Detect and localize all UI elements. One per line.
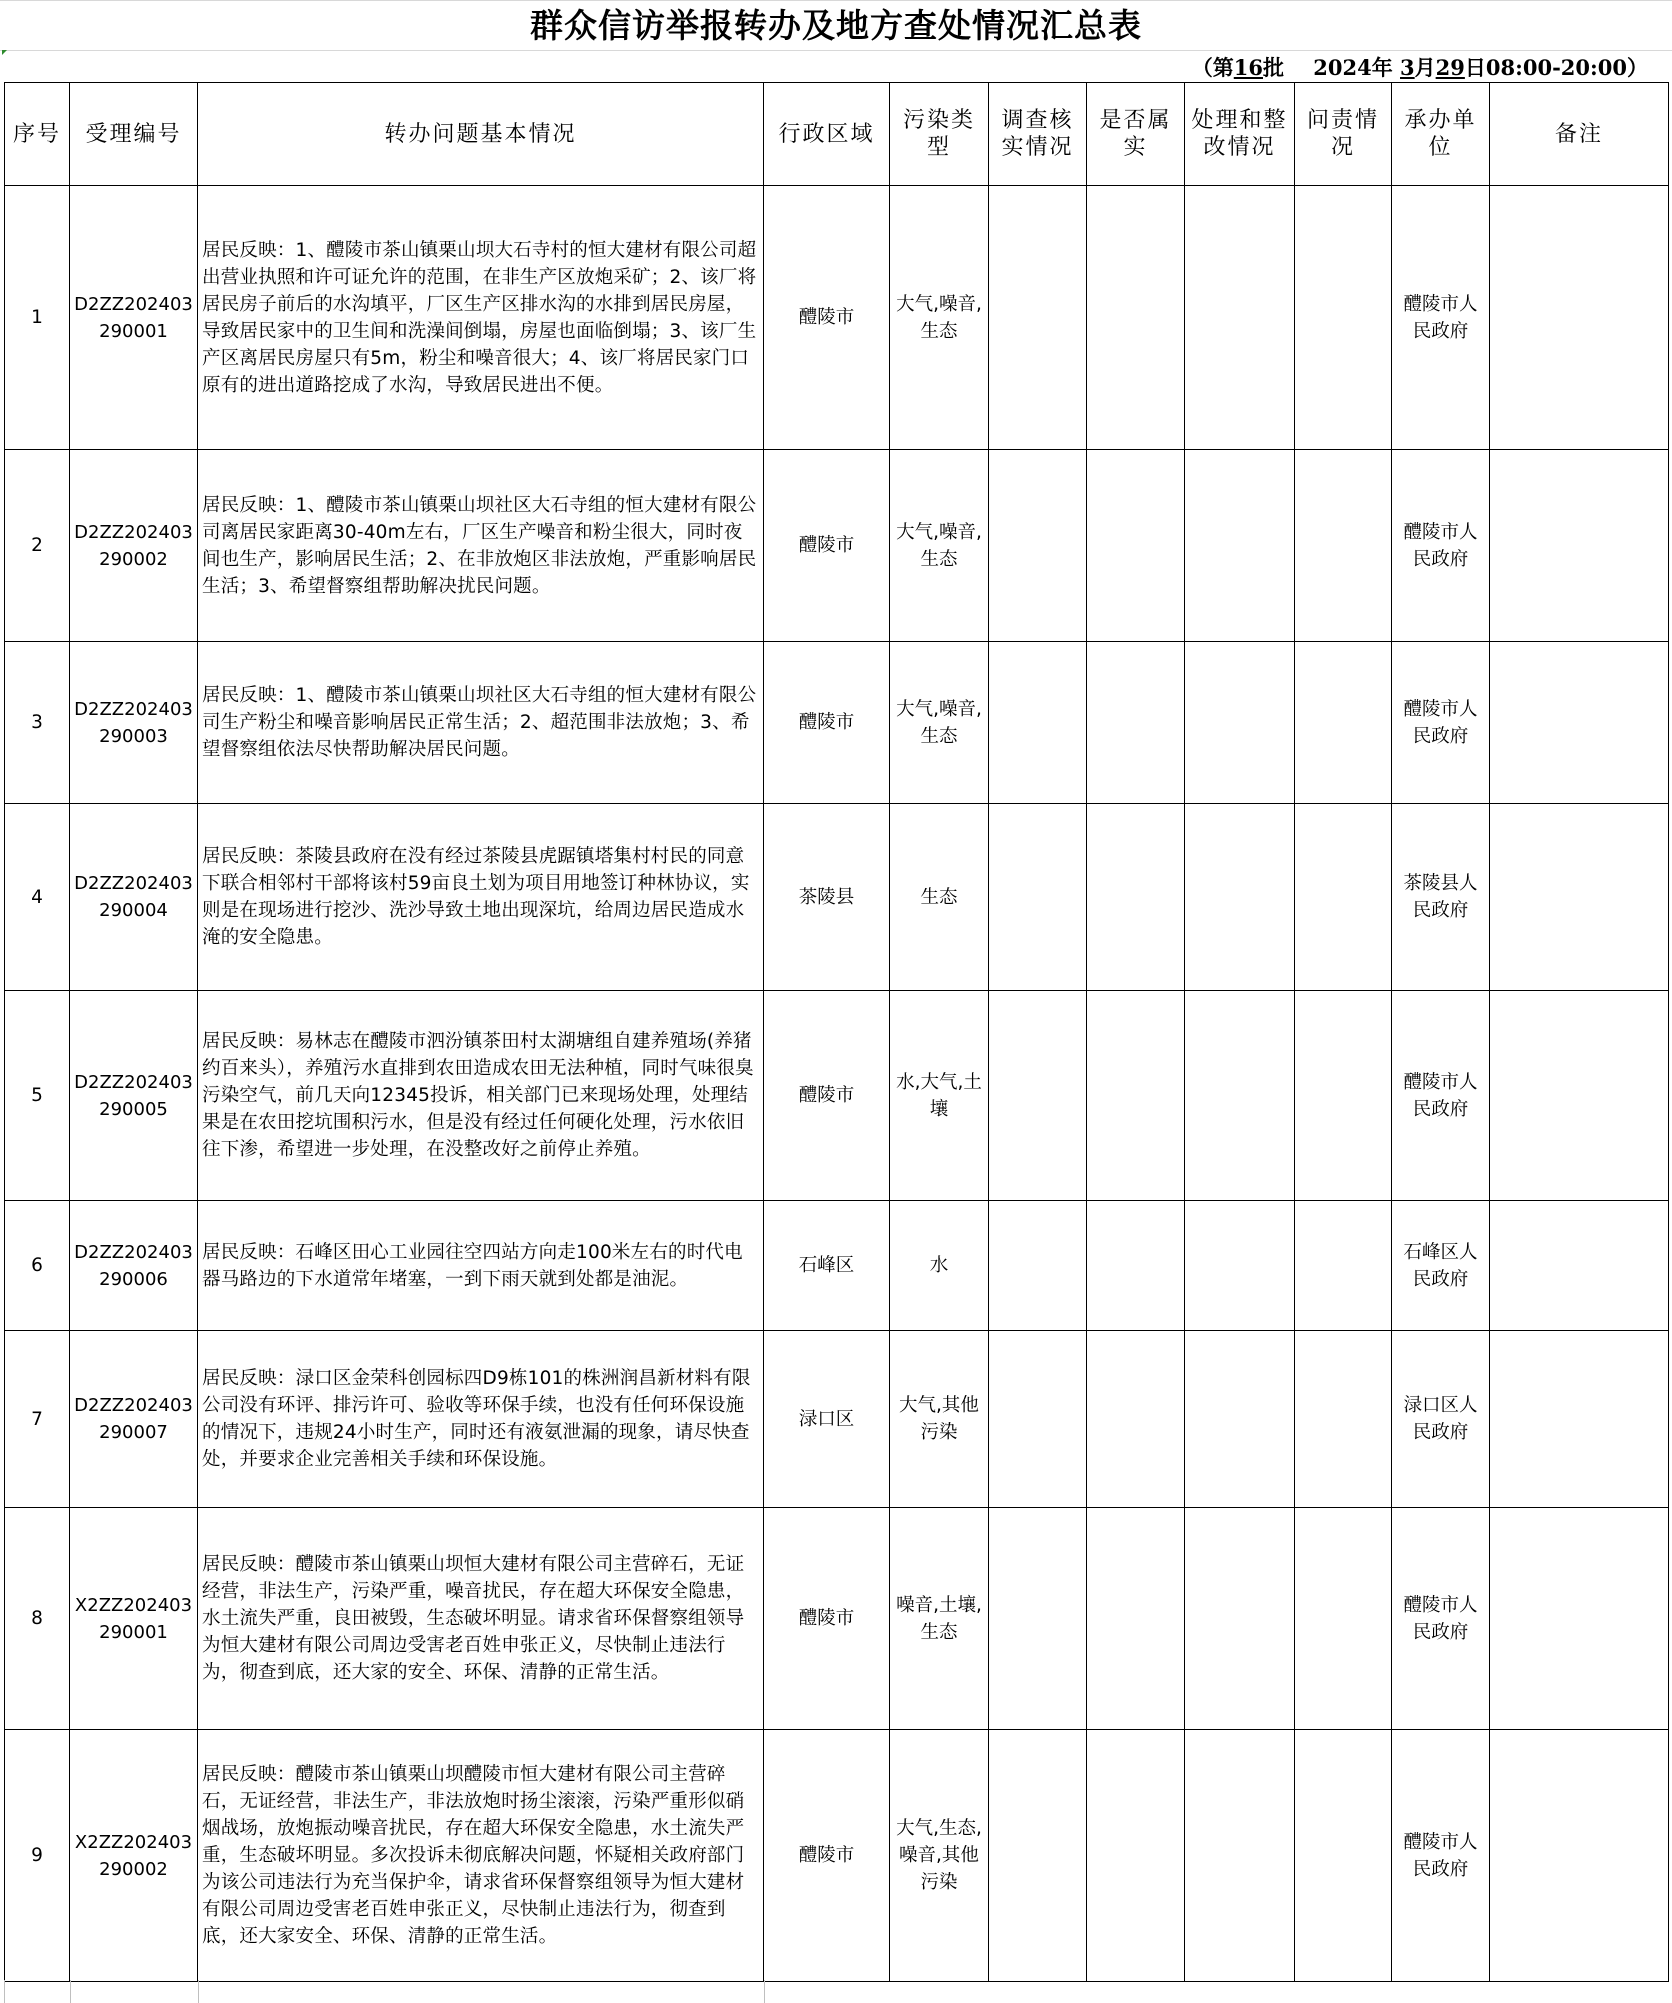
cell-handling xyxy=(1185,450,1295,642)
batch-day: 29 xyxy=(1435,55,1465,80)
cell-accountability xyxy=(1295,1331,1392,1508)
cell-verified xyxy=(1087,1201,1185,1331)
cell-unit: 醴陵市人民政府 xyxy=(1392,642,1490,804)
header-description: 转办问题基本情况 xyxy=(198,83,764,186)
cell-pollution-type: 大气,生态,噪音,其他污染 xyxy=(890,1730,989,1982)
header-remarks: 备注 xyxy=(1490,83,1669,186)
cell-investigation xyxy=(989,991,1087,1201)
cell-accountability xyxy=(1295,450,1392,642)
cell-region: 醴陵市 xyxy=(764,1730,890,1982)
complaints-table xyxy=(4,82,1669,1982)
cell-code: D2ZZ202403290003 xyxy=(70,642,198,804)
cell-seq: 1 xyxy=(5,186,70,450)
table-row xyxy=(5,804,1669,991)
cell-verified xyxy=(1087,1730,1185,1982)
cell-remarks xyxy=(1490,804,1669,991)
cell-seq: 3 xyxy=(5,642,70,804)
cell-handling xyxy=(1185,1331,1295,1508)
cell-remarks xyxy=(1490,1201,1669,1331)
cell-code: D2ZZ202403290007 xyxy=(70,1331,198,1508)
cell-code: D2ZZ202403290002 xyxy=(70,450,198,642)
sheet-gridline xyxy=(0,50,1672,51)
batch-open: （第 xyxy=(1191,55,1234,80)
cell-description: 居民反映：醴陵市茶山镇栗山坝恒大建材有限公司主营碎石，无证经营，非法生产，污染严重，噪音扰民，存在超大环保安全隐患，水土流失严重，良田被毁，生态破坏明显。请求省环保督察组领导为恒大建材有限公司周边受害老百姓申张正义，尽快制止违法行为，彻查到底，还大家的安全、环保、清静的正常生活。 xyxy=(198,1508,764,1730)
cell-investigation xyxy=(989,642,1087,804)
batch-number: 16 xyxy=(1233,55,1263,80)
batch-close: ） xyxy=(1627,55,1648,80)
cell-seq: 5 xyxy=(5,991,70,1201)
cell-region: 茶陵县 xyxy=(764,804,890,991)
cell-unit: 醴陵市人民政府 xyxy=(1392,450,1490,642)
cell-code: D2ZZ202403290006 xyxy=(70,1201,198,1331)
cell-description: 居民反映：石峰区田心工业园往空四站方向走100米左右的时代电器马路边的下水道常年堵塞，一到下雨天就到处都是油泥。 xyxy=(198,1201,764,1331)
cell-region: 醴陵市 xyxy=(764,642,890,804)
batch-day-word: 日 xyxy=(1464,55,1486,80)
batch-word: 批 xyxy=(1263,55,1284,80)
document-title: 群众信访举报转办及地方查处情况汇总表 xyxy=(530,6,1142,45)
cell-pollution-type: 大气,噪音,生态 xyxy=(890,450,989,642)
table-row xyxy=(5,186,1669,450)
batch-time-range: 08:00-20:00 xyxy=(1485,55,1627,80)
cell-handling xyxy=(1185,1201,1295,1331)
cell-description: 居民反映：1、醴陵市茶山镇栗山坝社区大石寺组的恒大建材有限公司离居民家距离30-40m左右，厂区生产噪音和粉尘很大，同时夜间也生产，影响居民生活；2、在非放炮区非法放炮，严重影响居民生活；3、希望督察组帮助解决扰民问题。 xyxy=(198,450,764,642)
header-seq: 序号 xyxy=(5,83,70,186)
cell-region: 渌口区 xyxy=(764,1331,890,1508)
cell-accountability xyxy=(1295,1508,1392,1730)
cell-investigation xyxy=(989,1201,1087,1331)
cell-verified xyxy=(1087,804,1185,991)
cell-verified xyxy=(1087,450,1185,642)
cell-description: 居民反映：醴陵市茶山镇栗山坝醴陵市恒大建材有限公司主营碎石，无证经营，非法生产，非法放炮时扬尘滚滚，污染严重形似硝烟战场，放炮振动噪音扰民，存在超大环保安全隐患，水土流失严重，生态破坏明显。多次投诉未彻底解决问题，怀疑相关政府部门为该公司违法行为充当保护伞，请求省环保督察组领导为恒大建材有限公司周边受害老百姓申张正义，尽快制止违法行为，彻查到底，还大家安全、环保、清静的正常生活。 xyxy=(198,1730,764,1982)
cell-remarks xyxy=(1490,1331,1669,1508)
header-handling: 处理和整改情况 xyxy=(1185,83,1295,186)
gridline xyxy=(764,1980,765,2003)
cell-investigation xyxy=(989,1508,1087,1730)
cell-pollution-type: 噪音,土壤,生态 xyxy=(890,1508,989,1730)
cell-handling xyxy=(1185,991,1295,1201)
header-code: 受理编号 xyxy=(70,83,198,186)
cell-pollution-type: 水 xyxy=(890,1201,989,1331)
cell-verified xyxy=(1087,642,1185,804)
cell-investigation xyxy=(989,1730,1087,1982)
cell-accountability xyxy=(1295,991,1392,1201)
cell-pollution-type: 大气,噪音,生态 xyxy=(890,642,989,804)
cell-investigation xyxy=(989,1331,1087,1508)
cell-remarks xyxy=(1490,186,1669,450)
batch-year: 2024 xyxy=(1313,55,1372,80)
cell-investigation xyxy=(989,186,1087,450)
cell-verified xyxy=(1087,1508,1185,1730)
cell-description: 居民反映：1、醴陵市茶山镇栗山坝社区大石寺组的恒大建材有限公司生产粉尘和噪音影响居民正常生活；2、超范围非法放炮；3、希望督察组依法尽快帮助解决居民问题。 xyxy=(198,642,764,804)
cell-accountability xyxy=(1295,186,1392,450)
table-row xyxy=(5,1201,1669,1331)
table-row xyxy=(5,1508,1669,1730)
cell-code: X2ZZ202403290001 xyxy=(70,1508,198,1730)
cell-accountability xyxy=(1295,1730,1392,1982)
cell-description: 居民反映：1、醴陵市茶山镇栗山坝大石寺村的恒大建材有限公司超出营业执照和许可证允许的范围，在非生产区放炮采矿；2、该厂将居民房子前后的水沟填平，厂区生产区排水沟的水排到居民房屋，导致居民家中的卫生间和洗澡间倒塌，房屋也面临倒塌；3、该厂生产区离居民房屋只有5m，粉尘和噪音很大；4、该厂将居民家门口原有的进出道路挖成了水沟，导致居民进出不便。 xyxy=(198,186,764,450)
cell-description: 居民反映：易林志在醴陵市泗汾镇茶田村太湖塘组自建养殖场(养猪约百来头），养殖污水直排到农田造成农田无法种植，同时气味很臭污染空气，前几天向12345投诉，相关部门已来现场处理，处理结果是在农田挖坑围积污水，但是没有经过任何硬化处理，污水依旧往下渗，希望进一步处理，在没整改好之前停止养殖。 xyxy=(198,991,764,1201)
cell-unit: 渌口区人民政府 xyxy=(1392,1331,1490,1508)
cell-remarks xyxy=(1490,450,1669,642)
header-row xyxy=(5,83,1669,186)
cell-seq: 4 xyxy=(5,804,70,991)
cell-pollution-type: 水,大气,土壤 xyxy=(890,991,989,1201)
cell-unit: 醴陵市人民政府 xyxy=(1392,991,1490,1201)
cell-description: 居民反映：渌口区金荣科创园标四D9栋101的株洲润昌新材料有限公司没有环评、排污许可、验收等环保手续，也没有任何环保设施的情况下，违规24小时生产，同时还有液氨泄漏的现象，请尽快查处，并要求企业完善相关手续和环保设施。 xyxy=(198,1331,764,1508)
cell-unit: 茶陵县人民政府 xyxy=(1392,804,1490,991)
table-row xyxy=(5,991,1669,1201)
cell-remarks xyxy=(1490,991,1669,1201)
cell-description: 居民反映：茶陵县政府在没有经过茶陵县虎踞镇塔集村村民的同意下联合相邻村干部将该村59亩良土划为项目用地签订种林协议，实则是在现场进行挖沙、洗沙导致土地出现深坑，给周边居民造成水淹的安全隐患。 xyxy=(198,804,764,991)
cell-handling xyxy=(1185,1730,1295,1982)
batch-month: 3 xyxy=(1400,55,1415,80)
cell-code: D2ZZ202403290005 xyxy=(70,991,198,1201)
cell-marker-icon xyxy=(2,50,7,55)
cell-verified xyxy=(1087,1331,1185,1508)
header-region: 行政区域 xyxy=(764,83,890,186)
table-row xyxy=(5,1730,1669,1982)
cell-region: 醴陵市 xyxy=(764,991,890,1201)
cell-unit: 醴陵市人民政府 xyxy=(1392,1508,1490,1730)
sheet-footer-gridlines xyxy=(4,1980,1669,2003)
cell-seq: 6 xyxy=(5,1201,70,1331)
cell-code: X2ZZ202403290002 xyxy=(70,1730,198,1982)
cell-seq: 2 xyxy=(5,450,70,642)
cell-accountability xyxy=(1295,642,1392,804)
cell-region: 醴陵市 xyxy=(764,1508,890,1730)
table-row xyxy=(5,1331,1669,1508)
gridline xyxy=(198,1980,199,2003)
cell-pollution-type: 大气,其他污染 xyxy=(890,1331,989,1508)
cell-accountability xyxy=(1295,1201,1392,1331)
cell-investigation xyxy=(989,804,1087,991)
cell-pollution-type: 生态 xyxy=(890,804,989,991)
header-verified: 是否属实 xyxy=(1087,83,1185,186)
batch-year-word: 年 xyxy=(1371,55,1393,80)
cell-handling xyxy=(1185,186,1295,450)
cell-unit: 醴陵市人民政府 xyxy=(1392,1730,1490,1982)
batch-info xyxy=(1192,54,1648,82)
cell-code: D2ZZ202403290001 xyxy=(70,186,198,450)
cell-verified xyxy=(1087,991,1185,1201)
cell-seq: 7 xyxy=(5,1331,70,1508)
table-row xyxy=(5,642,1669,804)
cell-code: D2ZZ202403290004 xyxy=(70,804,198,991)
batch-month-word: 月 xyxy=(1414,55,1436,80)
cell-accountability xyxy=(1295,804,1392,991)
header-unit: 承办单位 xyxy=(1392,83,1490,186)
cell-seq: 8 xyxy=(5,1508,70,1730)
cell-handling xyxy=(1185,804,1295,991)
cell-unit: 醴陵市人民政府 xyxy=(1392,186,1490,450)
header-investigation: 调查核实情况 xyxy=(989,83,1087,186)
header-accountability: 问责情况 xyxy=(1295,83,1392,186)
cell-remarks xyxy=(1490,1730,1669,1982)
cell-region: 醴陵市 xyxy=(764,186,890,450)
cell-remarks xyxy=(1490,642,1669,804)
cell-verified xyxy=(1087,186,1185,450)
sheet-gridline xyxy=(0,0,1672,1)
cell-region: 石峰区 xyxy=(764,1201,890,1331)
cell-handling xyxy=(1185,642,1295,804)
gridline xyxy=(70,1980,71,2003)
cell-region: 醴陵市 xyxy=(764,450,890,642)
table-row xyxy=(5,450,1669,642)
cell-investigation xyxy=(989,450,1087,642)
cell-handling xyxy=(1185,1508,1295,1730)
cell-pollution-type: 大气,噪音,生态 xyxy=(890,186,989,450)
cell-seq: 9 xyxy=(5,1730,70,1982)
header-pollution-type: 污染类型 xyxy=(890,83,989,186)
cell-unit: 石峰区人民政府 xyxy=(1392,1201,1490,1331)
cell-remarks xyxy=(1490,1508,1669,1730)
